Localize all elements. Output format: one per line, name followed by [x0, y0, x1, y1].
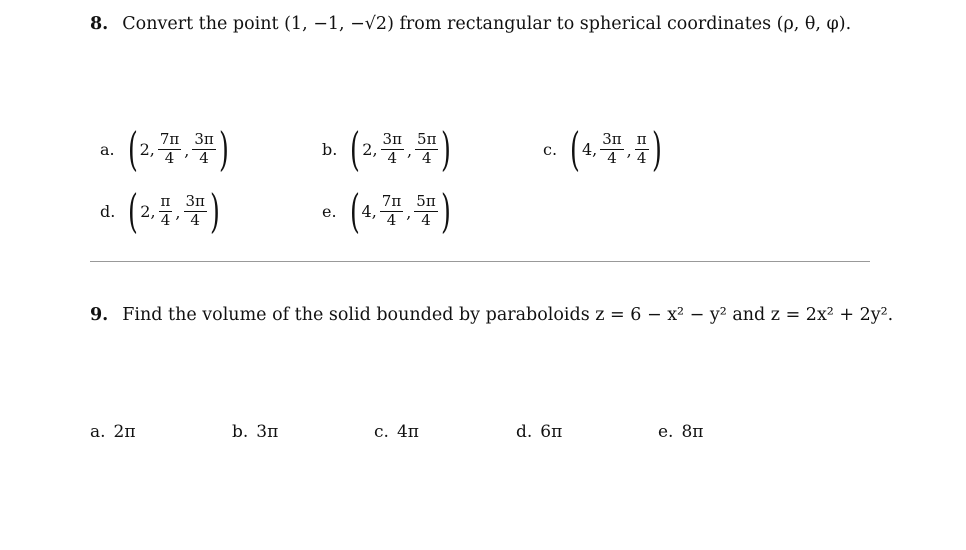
rho-value: 2,: [139, 139, 155, 159]
theta-fraction: $\frac{3\pi}{4}$: [602, 130, 622, 167]
phi-fraction: $\frac{5\pi}{4}$: [416, 192, 436, 229]
option-label: b.: [322, 139, 338, 159]
option-label: a.: [100, 139, 115, 159]
q9-option-d[interactable]: d. 6π: [516, 422, 563, 442]
left-paren: (: [349, 184, 360, 238]
rho-value: 2,: [140, 201, 156, 221]
rho-value: 4,: [361, 201, 377, 221]
option-value: 4π: [396, 422, 419, 442]
option-value: 6π: [540, 422, 563, 442]
q8-option-c[interactable]: c. ( 4, $\frac{3\pi}{4}$ , $\frac{\pi}{4}$ ): [543, 122, 662, 176]
rho-value: 4,: [582, 139, 598, 159]
left-paren: (: [128, 184, 139, 238]
option-value: 2π: [113, 422, 136, 442]
right-paren: ): [218, 122, 229, 176]
left-paren: (: [350, 122, 361, 176]
question-9: [90, 305, 893, 325]
question-number: 9.: [90, 305, 109, 325]
option-label: e.: [322, 201, 337, 221]
phi-fraction: $\frac{\pi}{4}$: [636, 130, 647, 167]
question-text: Find the volume of the solid bounded by paraboloids z = 6 − x² − y² and z = 2x² + 2y².: [122, 305, 894, 325]
option-label: c.: [543, 139, 558, 159]
phi-fraction: $\frac{5\pi}{4}$: [417, 130, 437, 167]
theta-fraction: $\frac{7\pi}{4}$: [381, 192, 402, 229]
option-label: d.: [100, 201, 116, 221]
right-paren: ): [651, 122, 662, 176]
q9-option-e[interactable]: e. 8π: [658, 422, 704, 442]
question-number: 8.: [90, 14, 109, 34]
q8-option-b[interactable]: b. ( 2, $\frac{3\pi}{4}$ , $\frac{5\pi}{4}$ ): [322, 122, 452, 176]
phi-fraction: $\frac{3\pi}{4}$: [185, 192, 205, 229]
q9-option-a[interactable]: a. 2π: [90, 422, 136, 442]
option-value: 3π: [256, 422, 279, 442]
option-value: 8π: [681, 422, 704, 442]
phi-fraction: $\frac{3\pi}{4}$: [194, 130, 214, 167]
theta-fraction: $\frac{7\pi}{4}$: [159, 130, 180, 167]
divider: [90, 261, 870, 262]
theta-fraction: $\frac{3\pi}{4}$: [382, 130, 402, 167]
q9-option-c[interactable]: c. 4π: [374, 422, 419, 442]
q8-option-a[interactable]: a. ( 2, $\frac{7\pi}{4}$ , $\frac{3\pi}{4}$ ): [100, 122, 229, 176]
left-paren: (: [570, 122, 580, 176]
rho-value: 2,: [362, 139, 378, 159]
right-paren: ): [441, 122, 452, 176]
q8-option-e[interactable]: e. ( 4, $\frac{7\pi}{4}$ , $\frac{5\pi}{4}$ ): [322, 184, 451, 238]
q8-option-d[interactable]: d. ( 2, $\frac{\pi}{4}$ , $\frac{3\pi}{4}$ ): [100, 184, 220, 238]
right-paren: ): [440, 184, 451, 238]
q9-option-b[interactable]: b. 3π: [232, 422, 279, 442]
theta-fraction: $\frac{\pi}{4}$: [160, 192, 171, 229]
left-paren: (: [127, 122, 138, 176]
right-paren: ): [209, 184, 220, 238]
question-text: Convert the point (1, −1, −√2) from rectangular to spherical coordinates (ρ, θ, φ).: [122, 14, 852, 34]
question-8: [90, 14, 851, 34]
